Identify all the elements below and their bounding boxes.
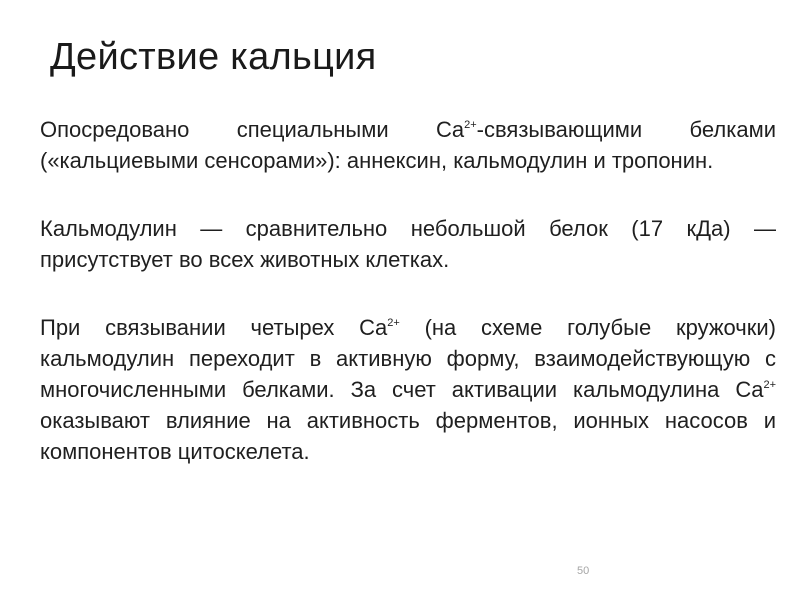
paragraph-text: (на схеме голубые кружочки) кальмодулин переходит в активную форму, взаимодействующую с многочисленными белками. За счет активации кальмодулина Ca [40,315,776,402]
page-number: 50 [577,565,590,577]
paragraph-calmodulin [40,213,776,275]
superscript-charge: 2+ [464,119,477,131]
paragraph-activation [40,312,776,467]
paragraph-text: оказывают влияние на активность ферментов, ионных насосов и компонентов цитоскелета. [40,408,776,464]
paragraph-sensors [40,114,776,176]
paragraph-text: При связывании четырех Ca [40,315,388,340]
superscript-charge: 2+ [387,317,400,329]
superscript-charge: 2+ [763,379,776,391]
slide-body [40,114,776,504]
paragraph-text: Кальмодулин — сравнительно небольшой белок (17 кДа) — присутствует во всех животных клетках. [40,216,776,272]
paragraph-text: Опосредовано специальными Ca [40,117,465,142]
paragraph-text: -связывающими белками («кальциевыми сенсорами»): аннексин, кальмодулин и тропонин. [40,117,776,173]
slide-title: Действие кальция [50,36,377,78]
